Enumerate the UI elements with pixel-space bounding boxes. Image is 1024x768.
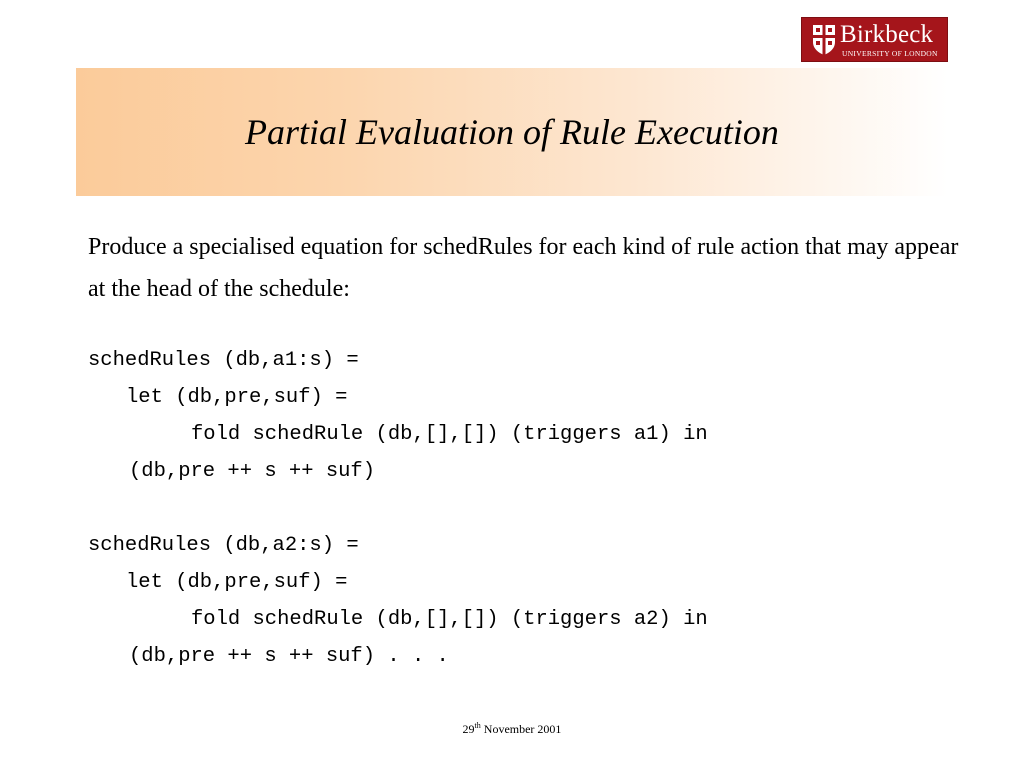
code-spacer (88, 490, 708, 527)
intro-text: Produce a specialised equation for schedRules for each kind of rule action that may appear at the head of the schedule: (88, 234, 959, 302)
date-day: 29 (462, 722, 475, 736)
birkbeck-logo (801, 17, 948, 62)
date-rest: November 2001 (480, 722, 562, 736)
code-listing (88, 342, 708, 675)
slide-title: Partial Evaluation of Rule Execution (245, 112, 779, 152)
logo-name: Birkbeck (840, 21, 934, 48)
date-ordinal: th (474, 721, 481, 730)
code-line: (db,pre ++ s ++ suf) . . . (129, 645, 449, 668)
code-line: let (db,pre,suf) = (126, 386, 348, 409)
code-line: schedRules (db,a2:s) = (88, 534, 359, 557)
slide-date (0, 722, 1024, 737)
code-line: fold schedRule (db,[],[]) (triggers a1) in (191, 423, 708, 446)
code-line: schedRules (db,a1:s) = (88, 349, 359, 372)
code-line: fold schedRule (db,[],[]) (triggers a2) in (191, 608, 708, 631)
code-line: (db,pre ++ s ++ suf) (129, 460, 376, 483)
logo-subtitle: UNIVERSITY OF LONDON (842, 49, 938, 58)
birkbeck-crest-icon (812, 24, 836, 56)
code-line: let (db,pre,suf) = (126, 571, 348, 594)
